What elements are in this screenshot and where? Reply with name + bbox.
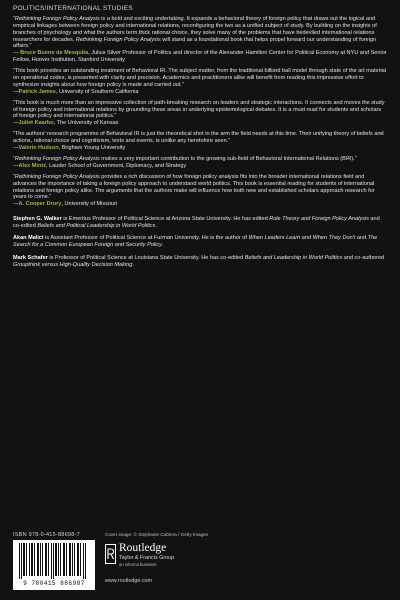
author-bios xyxy=(13,216,387,268)
routledge-logo-icon xyxy=(105,544,116,564)
publisher-url: www.routledge.com xyxy=(105,578,153,584)
publisher-logo xyxy=(105,542,225,576)
blurbs xyxy=(13,16,387,208)
author-bio: Mark Schafer is Professor of Political Science at Louisiana State University. He has co-edited Beliefs and Leadership in World Politics and co-authored Groupthink versus High-Quality Decision Making. xyxy=(13,254,385,268)
book-title: Rethinking Foreign Policy Analysis xyxy=(75,36,161,43)
author-bio: Stephen G. Walker is Emeritus Professor of Political Science at Arizona State University. He has edited Role Theory and Foreign Policy Analysis and co-edited Beliefs and Political Leadership in World Politics. xyxy=(13,216,380,229)
blurb-affiliation: , The University of Kansas xyxy=(53,120,119,127)
barcode xyxy=(13,540,95,590)
blurb-affiliation: , Brigham Young University xyxy=(58,144,126,151)
book-title: Rethinking Foreign Policy Analysis xyxy=(14,155,100,162)
barcode-bars xyxy=(17,543,91,579)
author-name: Akan Malici xyxy=(13,235,44,242)
blurb-affiliation: , Julius Silver Professor of Politics and director of the Alexander Hamilton Center for Political Economy at NYU and Senior Fellow, Hoover Institution, Stanford University xyxy=(13,50,387,64)
blurb-affiliation: , University of Missouri xyxy=(61,201,118,208)
barcode-number: 9 780415 886987 xyxy=(23,580,85,587)
blurb-6: “Rethinking Foreign Policy Analysis provides a rich discussion of how foreign policy analysis fits into the broader international relations field and advances the importance of taking a foreign policy approach to understand world politics. This book is essential reading for students of international relations and foreign policy alike. The arguments that the authors make will influence how both new and established scholars approach research for years to come.” —A. Cooper Drury, University of Missouri xyxy=(13,173,375,208)
blurb-3: “This book is much more than an impressive collection of path-breaking research on leaders and strategic interactions. It connects and moves the study of foreign policy and international relations by grounding these areas in underlying epistemological debates. It is a must read for students and scholars of foreign policy and international politics.” —Juliet Kaarbo, The University of Kansas xyxy=(13,99,385,127)
blurb-author: — Bruce Bueno de Mesquita xyxy=(13,50,89,57)
blurb-4: “The authors' research programme of Behavioral IR is just the theoretical shot in the arm the field needs at this time. Their unifying theory of beliefs and actions, rational choice and cognitivism, texts and events, is unlike any heretofore seen.” —Valerie Hudson, Brigham Young University xyxy=(13,131,384,151)
blurb-author: —Patrick James xyxy=(13,88,56,95)
book-title: Rethinking Foreign Policy Analysis xyxy=(14,173,100,180)
blurb-author: —Juliet Kaarbo xyxy=(13,120,54,127)
cover-credit: Cover image: © Stephanie Cabrera / Getty Images xyxy=(105,532,208,537)
blurb-author: —Valerie Hudson xyxy=(13,144,59,151)
category-label: POLITICS/INTERNATIONAL STUDIES xyxy=(13,5,133,12)
author-bio: Akan Malici is Assistant Professor of Political Science at Furman University. He is the author of When Leaders Learn and When They Don't and The Search for a Common European Foreign and Security Policy. xyxy=(13,235,378,249)
blurb-author: —A. Cooper Drury xyxy=(13,201,62,208)
blurb-author: —Alex Mintz xyxy=(13,162,46,169)
blurb-affiliation: , University of Southern California xyxy=(55,88,139,95)
author-name: Stephen G. Walker xyxy=(13,216,62,223)
blurb-2: “This book provides an outstanding treatment of Behavioral IR. The subject matter, from the traditional billiard ball model through state of the art material on operational codes, is presented with clarity and precision. Academics and practitioners alike will benefit from reading this impressive effort to synthesize insights about how foreign policy is made and carried out.” —Patrick James, University of Southern California xyxy=(13,68,386,95)
isbn-label: ISBN 978-0-415-88698-7 xyxy=(13,532,80,538)
book-title: Rethinking Foreign Policy Analysis xyxy=(14,16,100,22)
publisher-name: Routledge xyxy=(119,542,167,554)
publisher-tagline: an informa business xyxy=(119,562,157,567)
blurb-5: “Rethinking Foreign Policy Analysis makes a very important contribution to the growing sub-field of Behavioral International Relations (BIR).” —Alex Mintz, Lauder School of Government, Diplomacy, and Strategy xyxy=(13,155,357,169)
publisher-group: Taylor & Francis Group xyxy=(119,555,175,561)
author-name: Mark Schafer xyxy=(13,254,48,261)
blurb-1: “Rethinking Foreign Policy Analysis is a bold and exciting undertaking. It expands a behavioral theory of foreign policy that draws out the logical and empirical linkages between foreign policy and international relations, reconfiguring the two as a unified subject of study. By building on the insights of branches of psychology and what the authors term thick rational choice, they solve many of the problems that have bedeviled international relations researchers for decades. Rethinking Foreign Policy Analysis will stand as a foundational book that helps propel forward our understanding of foreign affairs.” — Bruce Bueno de Mesquita, Julius Silver Professor of Politics and director of the Alexander Hamilton Center for Political Economy at NYU and Senior Fellow, Hoover Institution, Stanford University xyxy=(13,16,387,64)
blurb-affiliation: , Lauder School of Government, Diplomacy, and Strategy xyxy=(45,162,187,169)
cover-footer xyxy=(13,532,387,598)
